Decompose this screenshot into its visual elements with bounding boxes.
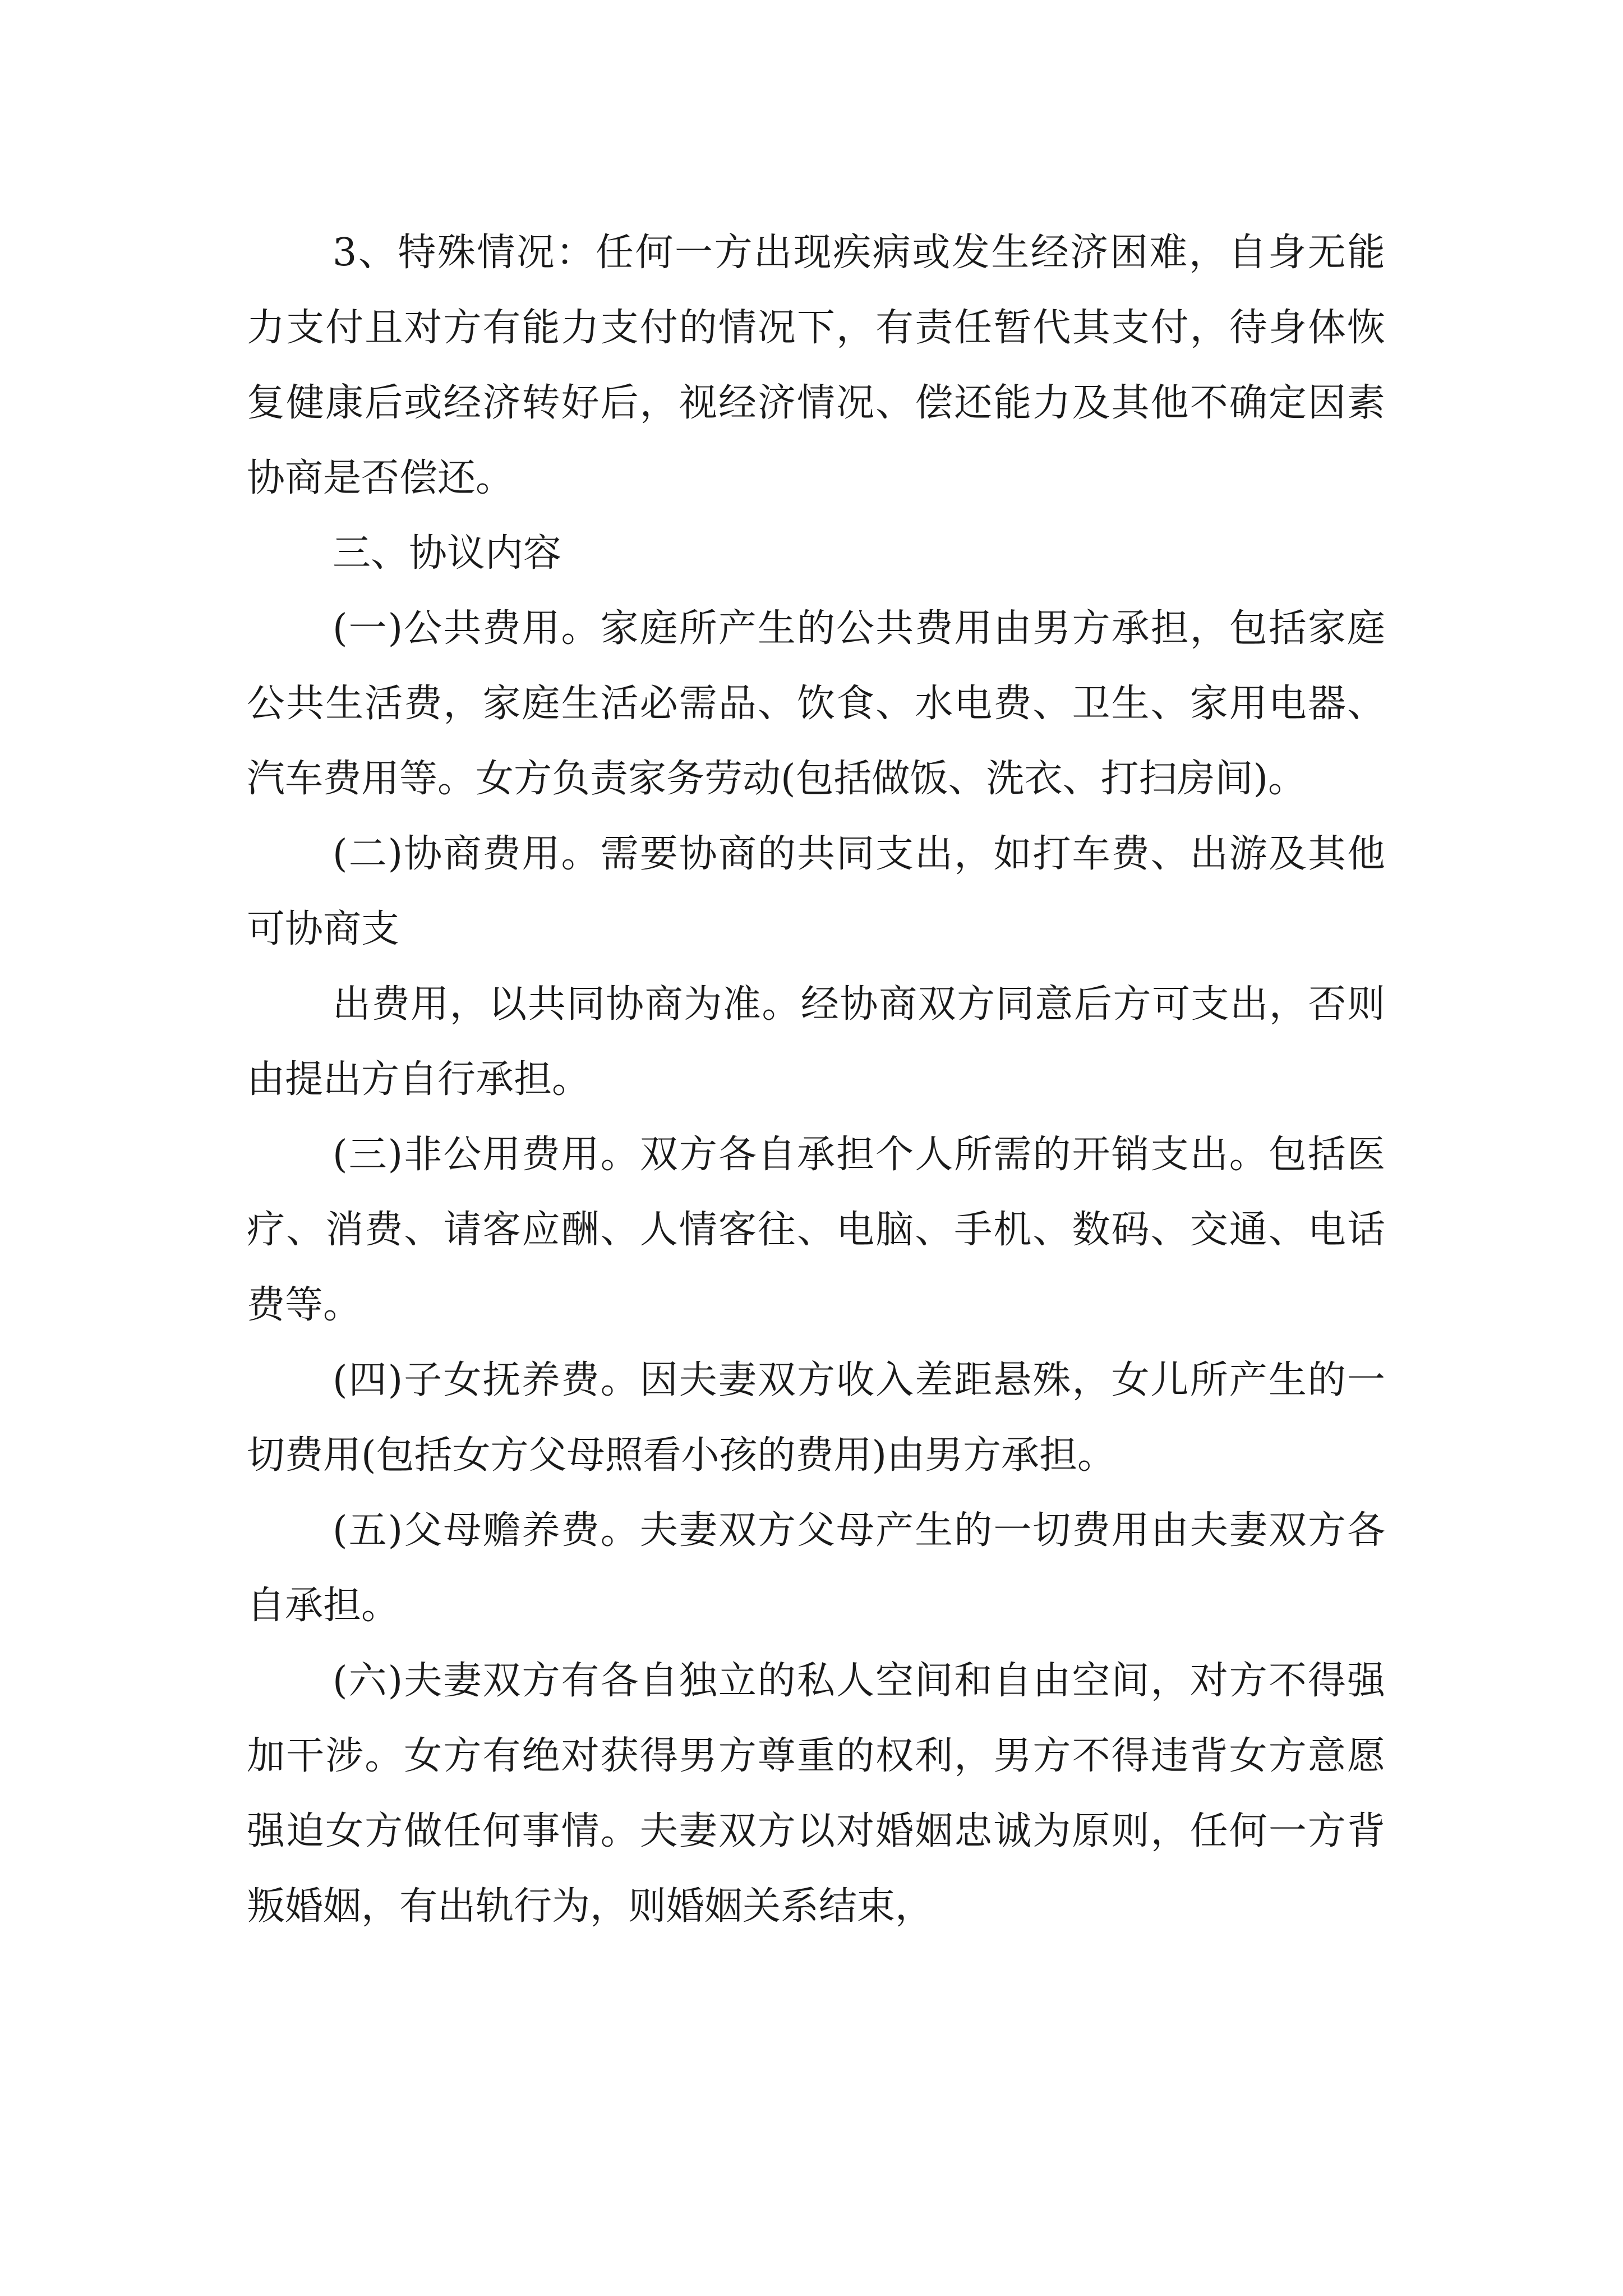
paragraph-negotiated-expenses: (二)协商费用。需要协商的共同支出，如打车费、出游及其他可协商支 [247,832,1385,951]
section-heading-agreement-content: 三、协议内容 [333,531,562,576]
paragraph-parent-support: (五)父母赡养费。夫妻双方父母产生的一切费用由夫妻双方各自承担。 [247,1508,1385,1628]
paragraph-negotiated-expenses-continued: 出费用，以共同协商为准。经协商双方同意后方可支出，否则由提出方自行承担。 [247,982,1385,1102]
document-body [247,215,1385,1944]
paragraph-personal-space: (六)夫妻双方有各自独立的私人空间和自由空间，对方不得强加干涉。女方有绝对获得男方尊重的权利，男方不得违背女方意愿强迫女方做任何事情。夫妻双方以对婚姻忠诚为原则，任何一方背叛婚姻，有出轨行为，则婚姻关系结束， [247,1659,1385,1929]
paragraph-non-public-expenses: (三)非公用费用。双方各自承担个人所需的开销支出。包括医疗、消费、请客应酬、人情客往、电脑、手机、数码、交通、电话费等。 [247,1133,1385,1327]
paragraph-special-circumstances: 3、特殊情况：任何一方出现疾病或发生经济困难，自身无能力支付且对方有能力支付的情况下，有责任暂代其支付，待身体恢复健康后或经济转好后，视经济情况、偿还能力及其他不确定因素协商是否偿还。 [247,231,1385,500]
paragraph-public-expenses: (一)公共费用。家庭所产生的公共费用由男方承担，包括家庭公共生活费，家庭生活必需品、饮食、水电费、卫生、家用电器、汽车费用等。女方负责家务劳动(包括做饭、洗衣、打扫房间)。 [247,606,1385,801]
paragraph-child-support: (四)子女抚养费。因夫妻双方收入差距悬殊，女儿所产生的一切费用(包括女方父母照看小孩的费用)由男方承担。 [247,1358,1385,1478]
